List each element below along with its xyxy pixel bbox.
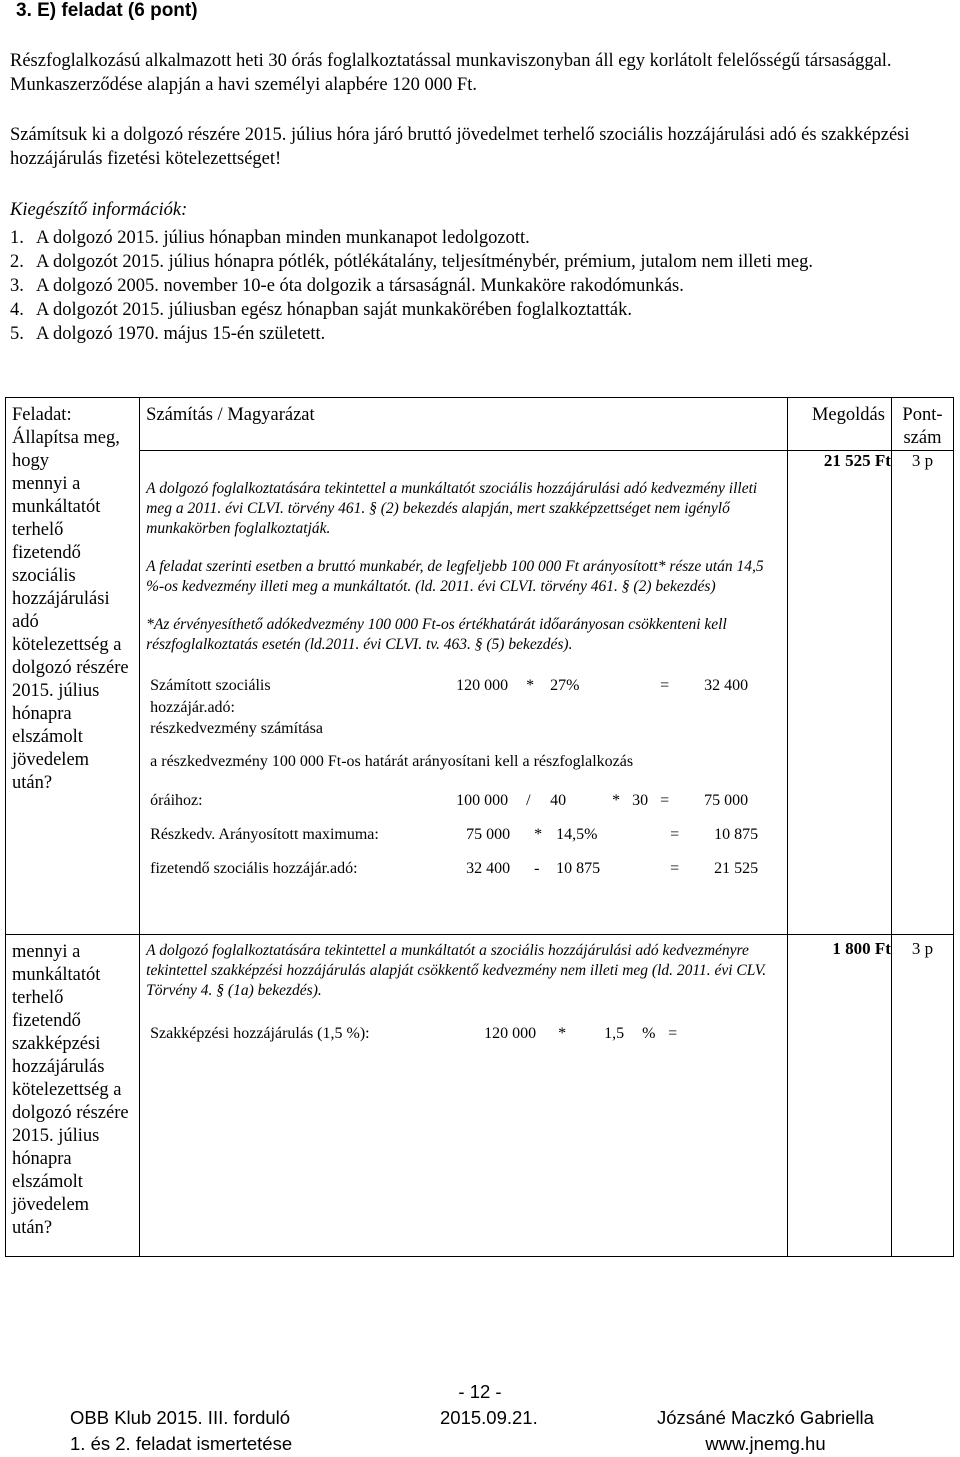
task-cell-2: [6, 935, 140, 1257]
explanation-1a: A dolgozó foglalkoztatására tekintettel a munkáltatót szociális hozzájárulási adó kedvezmény illeti meg a 2011. évi CLVI. törvény 461. § (2) bekezdés alapján, mert szakképzettséget nem igénylő munkakörben foglalkoztatják.: [146, 480, 758, 537]
info-item-number: 5.: [10, 324, 24, 344]
calc-value: 100 000: [456, 792, 509, 809]
calc-result: 10 875: [714, 826, 759, 843]
explanation-2: A dolgozó foglalkoztatására tekintettel a munkáltatót a szociális hozzájárulási adó kedvezményre tekintettel szakképzési hozzájárulás alapját csökkentő kedvezmény nem illeti meg (ld. 2011. évi CLV. Törvény 4. § (1a) bekezdés).: [146, 942, 767, 999]
intro-paragraph-2: Számítsuk ki a dolgozó részére 2015. július hóra járó bruttó jövedelmet terhelő szociális hozzájárulási adó és szakképzési hozzájárulás fizetési kötelezettséget!: [10, 125, 910, 169]
info-item: [10, 298, 950, 322]
extra-info-list: [10, 226, 950, 346]
calc-operator: -: [534, 860, 540, 877]
calc-value: 40: [550, 792, 567, 809]
calculation-block-1: [146, 675, 781, 880]
solution-table: [5, 397, 954, 1257]
points-1: 3 p: [891, 451, 953, 935]
answer-2: 1 800 Ft: [787, 935, 891, 1257]
task-heading: 3. E) feladat (6 pont): [16, 0, 198, 21]
calc-value: 30: [632, 792, 649, 809]
answer-1: 21 525 Ft: [787, 451, 891, 935]
calc-equals: =: [670, 860, 680, 877]
explanation-1b: A feladat szerinti esetben a bruttó munkabér, de legfeljebb 100 000 Ft arányosított* része után 14,5 %-os kedvezmény illeti meg a munkáltatót. (ld. 2011. évi CLVI. törvény 461. § (2) bekezdés): [146, 558, 764, 595]
calc-row: [146, 824, 781, 846]
calc-row: [146, 858, 781, 880]
table-row: [6, 451, 954, 935]
calc-value: 32 400: [466, 860, 511, 877]
calc-operator: *: [612, 792, 621, 809]
task-intro: Állapítsa meg, hogy: [12, 428, 120, 471]
calc-value: 1,5: [604, 1025, 625, 1042]
page-number: - 12 -: [458, 1381, 502, 1402]
calc-operator: *: [526, 677, 535, 694]
info-item-text: A dolgozó 2015. július hónapban minden munkanapot ledolgozott.: [36, 228, 530, 248]
calc-cell-1: [140, 451, 788, 935]
calc-value: 27%: [550, 677, 580, 694]
calc-value: 14,5%: [556, 826, 598, 843]
header-calc: Számítás / Magyarázat: [140, 398, 788, 451]
info-item: [10, 322, 950, 346]
calc-label: Szakképzési hozzájárulás (1,5 %):: [150, 1025, 370, 1042]
info-item-text: A dolgozót 2015. július hónapra pótlék, pótlékátalány, teljesítménybér, prémium, jutalom nem illeti meg.: [36, 252, 813, 272]
table-header-row: [6, 398, 954, 451]
footer-right: [657, 1405, 874, 1457]
info-item-number: 3.: [10, 276, 24, 296]
header-points: Pont-szám: [891, 398, 953, 451]
calc-label: Részkedv. Arányosított maximuma:: [150, 826, 379, 843]
calc-row: [146, 675, 781, 697]
info-item: [10, 250, 950, 274]
calc-row: [146, 1023, 781, 1045]
calc-equals: =: [660, 792, 670, 809]
calc-value: 120 000: [456, 677, 509, 694]
calc-note: a részkedvezmény 100 000 Ft-os határát arányosítani kell a részfoglalkozás: [150, 753, 634, 770]
task-2-text: mennyi a munkáltatót terhelő fizetendő szakképzési hozzájárulás kötelezettség a dolgozó részére 2015. július hónapra elszámolt jövedelem után?: [12, 942, 129, 1238]
info-item-text: A dolgozó 2005. november 10-e óta dolgozik a társaságnál. Munkaköre rakodómunkás.: [36, 276, 684, 296]
calc-result: 21 525: [714, 860, 759, 877]
calc-value: 75 000: [466, 826, 511, 843]
calc-equals: =: [670, 826, 680, 843]
calc-result: 75 000: [704, 792, 749, 809]
task-header: Feladat:: [12, 405, 72, 425]
calc-equals: =: [668, 1025, 678, 1042]
info-item-number: 1.: [10, 228, 24, 248]
explanation-1c: *Az érvényesíthető adókedvezmény 100 000 Ft-os értékhatárát időarányosan csökkenteni kell részfoglalkoztatás esetén (ld.2011. évi CLVI. tv. 463. § (5) bekezdés).: [146, 616, 727, 653]
footer-club: OBB Klub 2015. III. forduló: [70, 1407, 291, 1428]
info-item: [10, 274, 950, 298]
calc-operator: *: [558, 1025, 567, 1042]
task-1-text: mennyi a munkáltatót terhelő fizetendő szociális hozzájárulási adó kötelezettség a dolgozó részére 2015. július hónapra elszámolt jövedelem után?: [12, 474, 129, 793]
calc-label: fizetendő szociális hozzájár.adó:: [150, 860, 358, 877]
calc-row: [146, 790, 781, 812]
calc-operator: *: [534, 826, 543, 843]
calc-value: 10 875: [556, 860, 601, 877]
footer-date: 2015.09.21.: [440, 1407, 538, 1428]
calc-equals: =: [660, 677, 670, 694]
info-item-number: 4.: [10, 300, 24, 320]
footer-subtitle: 1. és 2. feladat ismertetése: [70, 1433, 293, 1454]
calc-label: hozzájár.adó:: [150, 699, 235, 716]
footer-author: Józsáné Maczkó Gabriella: [657, 1407, 874, 1428]
info-item-number: 2.: [10, 252, 24, 272]
header-solution: Megoldás: [787, 398, 891, 451]
points-2: 3 p: [891, 935, 953, 1257]
calc-cell-2: [140, 935, 788, 1257]
info-item-text: A dolgozó 1970. május 15-én született.: [36, 324, 326, 344]
calc-value: 120 000: [484, 1025, 537, 1042]
info-item: [10, 226, 950, 250]
table-row: [6, 935, 954, 1257]
calc-label: Számított szociális: [150, 677, 271, 694]
extra-info-title: Kiegészítő információk:: [10, 200, 188, 220]
calc-unit: %: [642, 1025, 656, 1042]
footer-left: [70, 1405, 292, 1457]
calc-operator: /: [526, 792, 531, 809]
intro-paragraph-1: Részfoglalkozású alkalmazott heti 30 órás foglalkoztatással munkaviszonyban áll egy korlátolt felelősségű társasággal. Munkaszerződése alapján a havi személyi alapbére 120 000 Ft.: [10, 51, 892, 95]
calc-label: óráihoz:: [150, 792, 203, 809]
task-cell-1: [6, 398, 140, 935]
info-item-text: A dolgozót 2015. júliusban egész hónapban saját munkakörében foglalkoztatták.: [36, 300, 632, 320]
footer-url: www.jnemg.hu: [705, 1433, 826, 1454]
calc-result: 32 400: [704, 677, 749, 694]
calc-label: részkedvezmény számítása: [150, 720, 323, 737]
